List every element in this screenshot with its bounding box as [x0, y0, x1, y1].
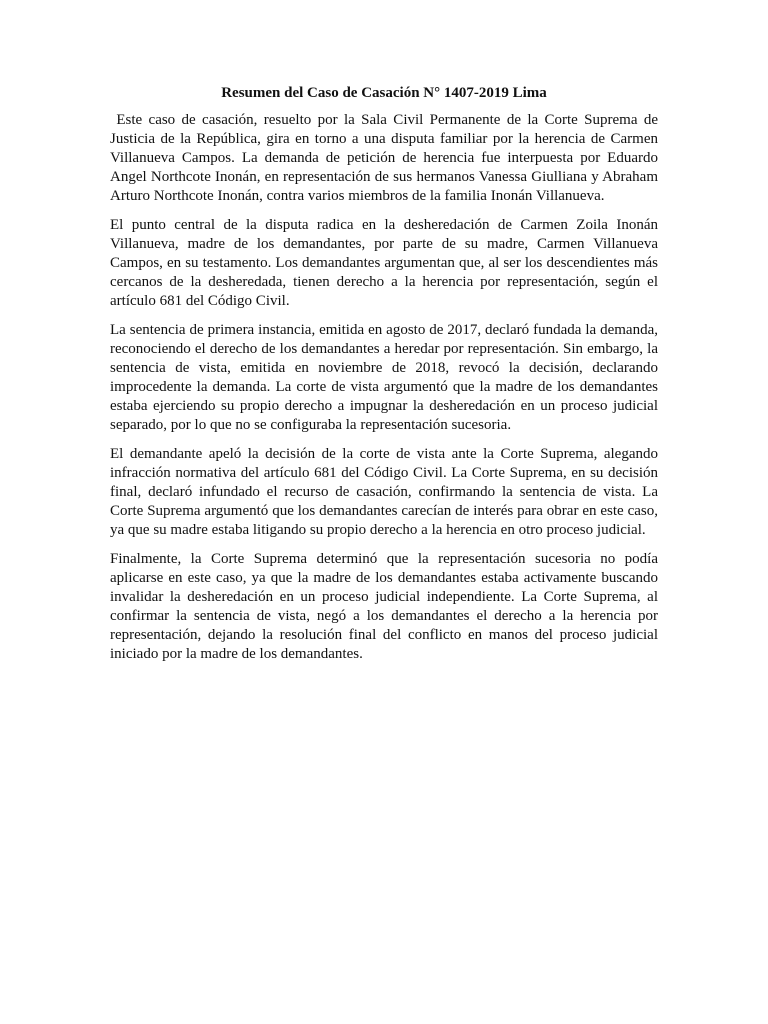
- paragraph-1: Este caso de casación, resuelto por la Sala Civil Permanente de la Corte Suprema de Justicia de la República, gira en torno a una disputa familiar por la herencia de Carmen Villanueva Campos. La demanda de petición de herencia fue interpuesta por Eduardo Angel Northcote Inonán, en representación de sus hermanos Vanessa Giulliana y Abraham Arturo Northcote Inonán, contra varios miembros de la familia Inonán Villanueva.: [110, 112, 662, 204]
- paragraph-4: El demandante apeló la decisión de la corte de vista ante la Corte Suprema, alegando infracción normativa del artículo 681 del Código Civil. La Corte Suprema, en su decisión final, declaró infundado el recurso de casación, confirmando la sentencia de vista. La Corte Suprema argumentó que los demandantes carecían de interés para obrar en este caso, ya que su madre estaba litigando su propio derecho a la herencia en otro proceso judicial.: [110, 446, 658, 538]
- paragraph-5: Finalmente, la Corte Suprema determinó que la representación sucesoria no podía aplicarse en este caso, ya que la madre de los demandantes estaba activamente buscando invalidar la desheredación en un proceso judicial independiente. La Corte Suprema, al confirmar la sentencia de vista, negó a los demandantes el derecho a la herencia por representación, dejando la resolución final del conflicto en manos del proceso judicial iniciado por la madre de los demandantes.: [110, 551, 658, 662]
- paragraph-3: La sentencia de primera instancia, emitida en agosto de 2017, declaró fundada la demanda, reconociendo el derecho de los demandantes a heredar por representación. Sin embargo, la sentencia de vista, emitida en noviembre de 2018, revocó la decisión, declarando improcedente la demanda. La corte de vista argumentó que la madre de los demandantes estaba ejerciendo su propio derecho a impugnar la desheredación en un proceso judicial separado, por lo que no se configuraba la representación sucesoria.: [110, 322, 658, 433]
- document-page: [110, 84, 662, 674]
- document-title: Resumen del Caso de Casación N° 1407-2019 Lima: [221, 85, 547, 101]
- paragraph-2: El punto central de la disputa radica en la desheredación de Carmen Zoila Inonán Villanueva, madre de los demandantes, por parte de su madre, Carmen Villanueva Campos, en su testamento. Los demandantes argumentan que, al ser los descendientes más cercanos de la desheredada, tienen derecho a la herencia por representación, según el artículo 681 del Código Civil.: [110, 217, 658, 309]
